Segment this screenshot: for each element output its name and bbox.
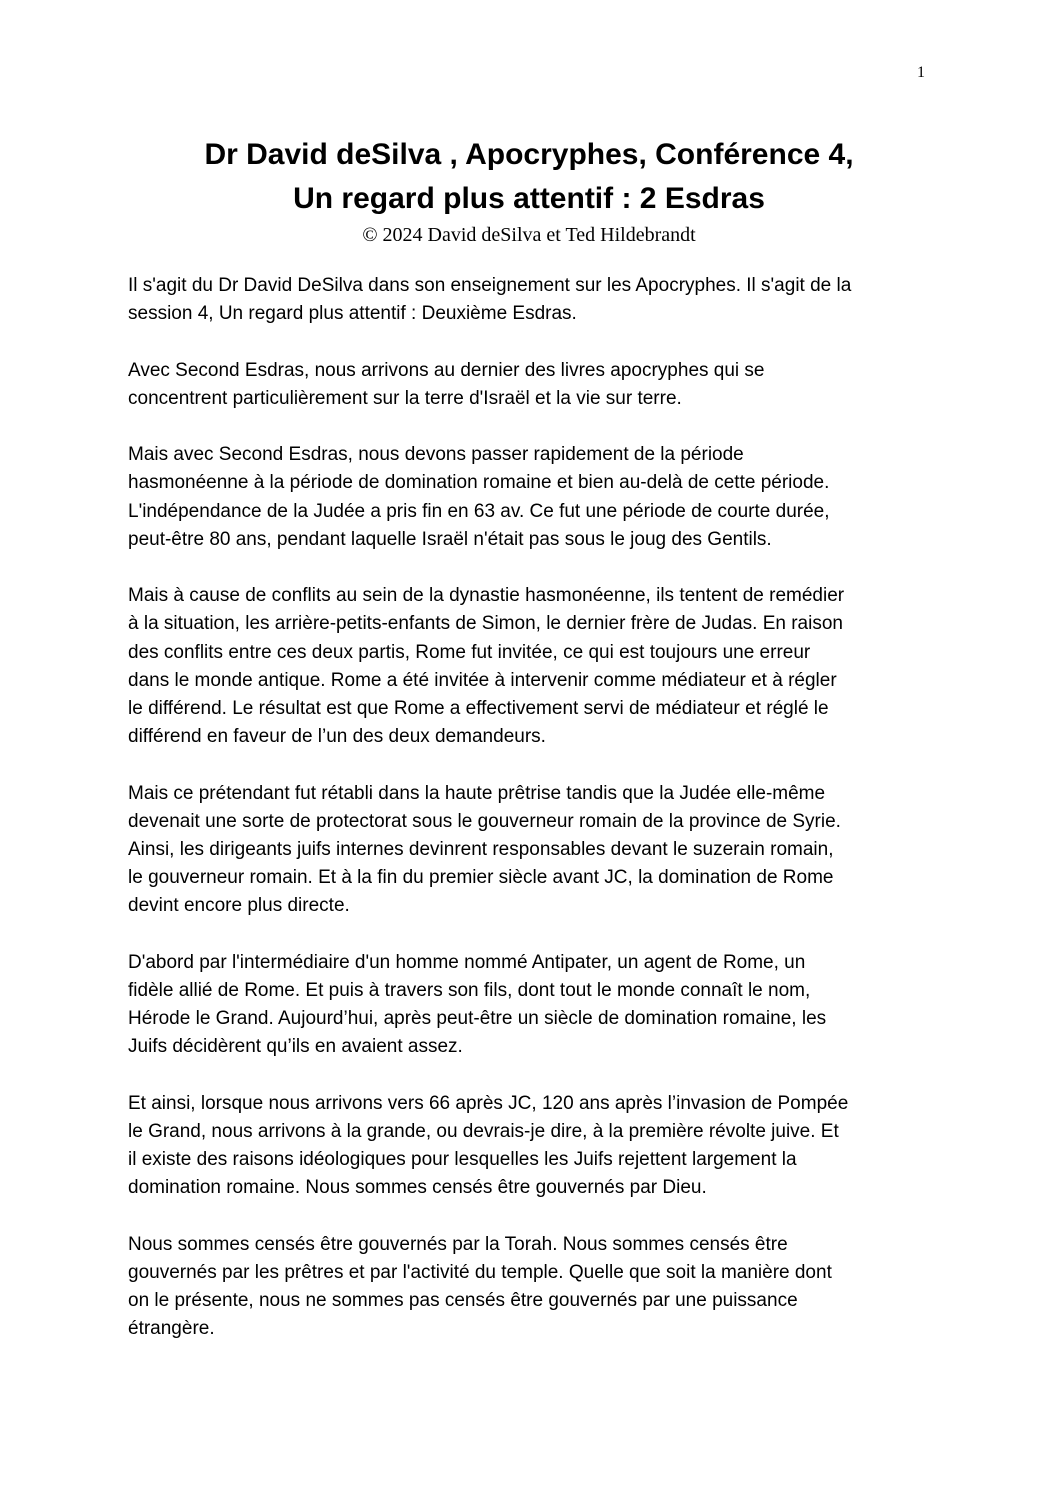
- text-line: D'abord par l'intermédiaire d'un homme nommé Antipater, un agent de Rome, un: [128, 951, 806, 973]
- text-line: Mais avec Second Esdras, nous devons passer rapidement de la période: [128, 444, 744, 466]
- paragraph: [128, 441, 934, 554]
- title-line: Un regard plus attentif : 2 Esdras: [293, 182, 765, 215]
- text-line: des conflits entre ces deux partis, Rome fut invitée, ce qui est toujours une erreur: [128, 641, 811, 663]
- paragraph: [128, 1231, 934, 1344]
- text-line: domination romaine. Nous sommes censés être gouvernés par Dieu.: [128, 1177, 707, 1199]
- text-line: session 4, Un regard plus attentif : Deuxième Esdras.: [128, 303, 577, 325]
- text-line: Juifs décidèrent qu’ils en avaient assez.: [128, 1036, 463, 1058]
- text-line: hasmonéenne à la période de domination romaine et bien au-delà de cette période.: [128, 472, 830, 494]
- text-line: Hérode le Grand. Aujourd’hui, après peut-être un siècle de domination romaine, les: [128, 1008, 827, 1030]
- paragraph: [128, 272, 934, 328]
- text-line: devint encore plus directe.: [128, 895, 350, 917]
- text-line: on le présente, nous ne sommes pas censés être gouvernés par une puissance: [128, 1290, 798, 1312]
- text-line: gouvernés par les prêtres et par l'activité du temple. Quelle que soit la manière dont: [128, 1262, 832, 1283]
- page-number: 1: [917, 64, 925, 81]
- paragraph: [128, 582, 934, 751]
- text-line: L'indépendance de la Judée a pris fin en 63 av. Ce fut une période de courte durée,: [128, 500, 830, 522]
- text-line: Il s'agit du Dr David DeSilva dans son enseignement sur les Apocryphes. Il s'agit de la: [128, 275, 852, 296]
- text-line: différend en faveur de l’un des deux demandeurs.: [128, 726, 546, 748]
- paragraph: [128, 780, 934, 921]
- paragraph: [128, 1090, 934, 1203]
- document-title: [60, 133, 998, 221]
- text-line: le différend. Le résultat est que Rome a effectivement servi de médiateur et réglé le: [128, 698, 829, 719]
- text-line: le gouverneur romain. Et à la fin du premier siècle avant JC, la domination de Rome: [128, 867, 834, 889]
- text-line: Ainsi, les dirigeants juifs internes devinrent responsables devant le suzerain romain,: [128, 839, 834, 860]
- text-line: Nous sommes censés être gouvernés par la Torah. Nous sommes censés être: [128, 1233, 788, 1255]
- paragraph: [128, 949, 934, 1062]
- copyright-notice: © 2024 David deSilva et Ted Hildebrandt: [362, 224, 696, 246]
- title-line: Dr David deSilva , Apocryphes, Conférence 4,: [204, 138, 854, 171]
- text-line: il existe des raisons idéologiques pour lesquelles les Juifs rejettent largement la: [128, 1149, 797, 1171]
- text-line: fidèle allié de Rome. Et puis à travers son fils, dont tout le monde connaît le nom,: [128, 980, 811, 1001]
- text-line: concentrent particulièrement sur la terre d'Israël et la vie sur terre.: [128, 387, 682, 409]
- paragraph: [128, 357, 934, 413]
- text-line: Mais ce prétendant fut rétabli dans la haute prêtrise tandis que la Judée elle-même: [128, 782, 826, 804]
- text-line: Et ainsi, lorsque nous arrivons vers 66 après JC, 120 ans après l’invasion de Pompée: [128, 1092, 849, 1114]
- text-line: dans le monde antique. Rome a été invitée à intervenir comme médiateur et à régler: [128, 669, 837, 691]
- text-line: Mais à cause de conflits au sein de la dynastie hasmonéenne, ils tentent de remédier: [128, 585, 845, 607]
- text-line: Avec Second Esdras, nous arrivons au dernier des livres apocryphes qui se: [128, 359, 765, 381]
- text-line: étrangère.: [128, 1318, 215, 1340]
- document-body: [128, 272, 934, 1372]
- text-line: peut-être 80 ans, pendant laquelle Israël n'était pas sous le joug des Gentils.: [128, 528, 772, 550]
- text-line: le Grand, nous arrivons à la grande, ou devrais-je dire, à la première révolte juive. Et: [128, 1121, 839, 1142]
- text-line: devenait une sorte de protectorat sous le gouverneur romain de la province de Syrie.: [128, 810, 841, 832]
- text-line: à la situation, les arrière-petits-enfants de Simon, le dernier frère de Judas. En raison: [128, 613, 843, 635]
